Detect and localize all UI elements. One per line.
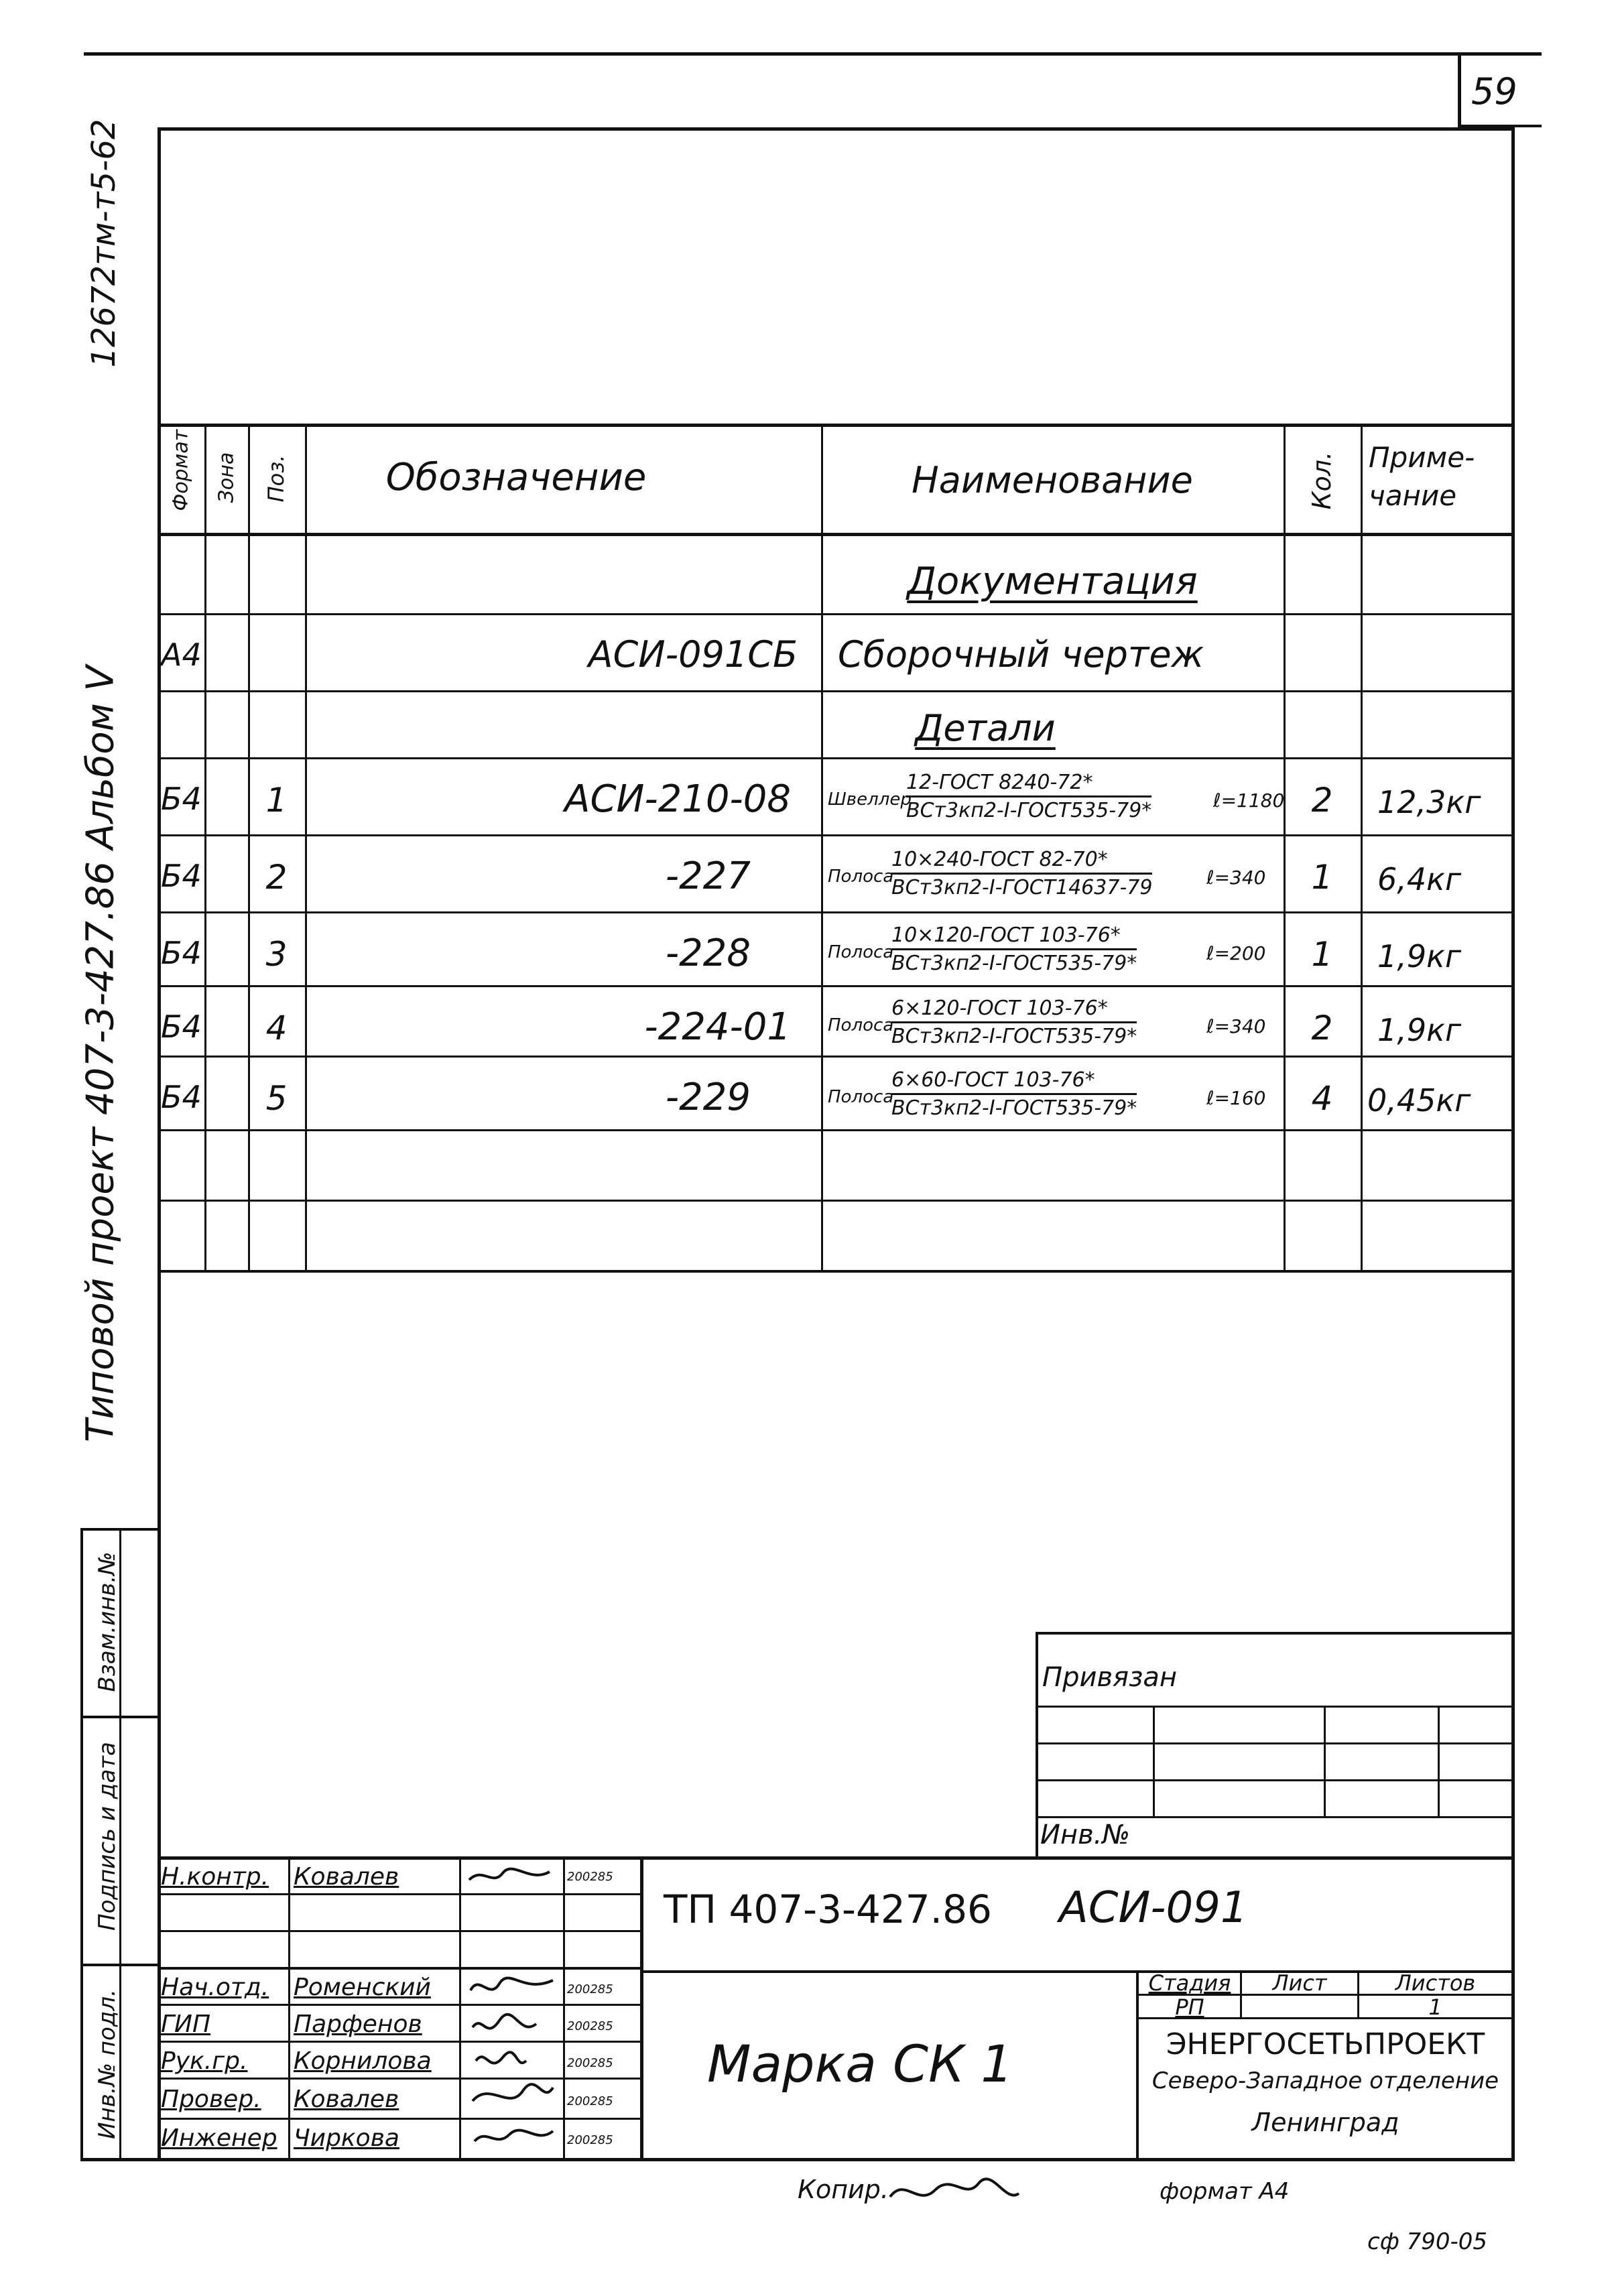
form-code: сф 790-05: [1367, 2228, 1487, 2255]
signer-name: Ковалев: [294, 1863, 399, 1891]
priv-line-3: [1036, 1779, 1513, 1781]
part-length: ℓ=160: [1206, 1087, 1266, 1109]
part-qty: 1: [1311, 858, 1333, 897]
spec-col-designation: [305, 424, 307, 1271]
part-pos: 2: [265, 858, 288, 897]
signer-date: 200285: [567, 2133, 613, 2147]
part-pos: 5: [265, 1079, 288, 1118]
part-spec-top: 6×120-ГОСТ 103-76*: [891, 997, 1137, 1023]
stage-label: Стадия: [1148, 1970, 1231, 1996]
priv-col-1: [1153, 1706, 1155, 1816]
side-label-podpis: Подпись и дата: [94, 1742, 121, 1931]
part-length: ℓ=1180: [1213, 789, 1285, 812]
side-strip-left: [80, 1528, 83, 2161]
spec-line-10: [158, 1270, 1515, 1273]
part-spec-top: 10×120-ГОСТ 103-76*: [891, 923, 1137, 950]
doc-code: ТП 407-3-427.86: [664, 1887, 992, 1932]
org-city: Ленинград: [1251, 2108, 1399, 2137]
part-name-prefix: Швеллер: [828, 789, 912, 810]
part-format: Б4: [161, 935, 202, 971]
spec-line-9: [158, 1200, 1515, 1202]
format-label: формат А4: [1160, 2178, 1290, 2205]
tb-right-divider: [1136, 1970, 1139, 2161]
spec-top-line: [158, 424, 1515, 427]
part-note: 12,3кг: [1377, 784, 1481, 820]
header-qty: Кол.: [1307, 451, 1336, 510]
corner-box-left: [1458, 52, 1461, 127]
side-label-vzam: Взам.инв.№: [94, 1551, 121, 1692]
sig-col-sign: [459, 1856, 461, 2161]
signer-name: Роменский: [294, 1974, 431, 2001]
spec-line-5: [158, 911, 1515, 913]
part-spec: [891, 848, 1152, 899]
spec-line-2: [158, 690, 1515, 692]
header-format: Формат: [169, 429, 193, 511]
part-note: 6,4кг: [1377, 861, 1462, 897]
part-spec-top: 6×60-ГОСТ 103-76*: [891, 1068, 1137, 1095]
privyazan-label: Привязан: [1042, 1662, 1178, 1693]
side-title: Типовой проект 407-3-427.86 Альбом V: [78, 665, 123, 1442]
part-format: Б4: [161, 1079, 202, 1115]
signer-role: Н.контр.: [161, 1863, 269, 1891]
part-format: Б4: [161, 858, 202, 894]
sheet-label: Лист: [1272, 1970, 1327, 1996]
spec-col-pos: [248, 424, 250, 1271]
spec-col-qty: [1284, 424, 1286, 1271]
archive-code: 12672тм-т5-62: [85, 119, 123, 368]
signer-date: 200285: [567, 1870, 613, 1884]
priv-top: [1036, 1632, 1513, 1635]
part-pos: 1: [265, 781, 288, 820]
part-note: 0,45кг: [1367, 1082, 1471, 1119]
part-qty: 4: [1311, 1079, 1333, 1118]
sig-row-6: [158, 2078, 641, 2080]
part-name-prefix: Полоса: [828, 1015, 894, 1035]
sig-col-name: [288, 1856, 290, 2161]
sig-row-4: [158, 2004, 641, 2006]
part-length: ℓ=340: [1206, 867, 1266, 889]
doc-designation: АСИ-091СБ: [588, 633, 798, 676]
part-spec-bottom: ВСт3кп2-I-ГОСТ535-79*: [891, 1025, 1137, 1048]
spec-line-6: [158, 985, 1515, 987]
signer-role: Рук.гр.: [161, 2047, 248, 2075]
signer-date: 200285: [567, 1982, 613, 1996]
copier-signature: [885, 2170, 1025, 2210]
part-format: Б4: [161, 781, 202, 817]
org-name: ЭНЕРГОСЕТЬПРОЕКТ: [1166, 2027, 1485, 2061]
spec-header-bottom: [158, 533, 1515, 536]
inv-label: Инв.№: [1040, 1820, 1130, 1850]
signer-role: Провер.: [161, 2086, 261, 2113]
section-parts: Детали: [915, 707, 1056, 749]
signer-date: 200285: [567, 2094, 613, 2108]
sig-row-5: [158, 2041, 641, 2043]
part-spec-bottom: ВСт3кп2-I-ГОСТ535-79*: [906, 799, 1152, 822]
spec-col-zone: [204, 424, 206, 1271]
part-length: ℓ=200: [1206, 942, 1266, 964]
sig-row-7: [158, 2118, 641, 2120]
part-designation: -229: [665, 1076, 751, 1119]
section-docs: Документация: [907, 560, 1198, 603]
spec-col-note: [1361, 424, 1363, 1271]
part-designation: АСИ-210-08: [564, 777, 791, 821]
sig-row-2: [158, 1930, 641, 1932]
part-name-prefix: Полоса: [828, 942, 894, 962]
drawing-title: Марка СК 1: [707, 2034, 1013, 2094]
part-format: Б4: [161, 1009, 202, 1045]
part-designation: -228: [665, 932, 751, 975]
side-label-inv-podl: Инв.№ подл.: [94, 1989, 121, 2139]
mark-code: АСИ-091: [1059, 1883, 1248, 1933]
sig-col-date: [563, 1856, 565, 2161]
spec-line-3: [158, 757, 1515, 759]
spec-col-name: [821, 424, 823, 1271]
signer-name: Чиркова: [294, 2124, 399, 2152]
part-spec: [906, 771, 1151, 822]
part-qty: 1: [1311, 935, 1333, 974]
priv-line-4: [1036, 1816, 1513, 1818]
part-qty: 2: [1311, 1009, 1333, 1047]
priv-line-1: [1036, 1706, 1513, 1708]
part-designation: -224-01: [644, 1005, 791, 1049]
sig-row-1: [158, 1893, 641, 1895]
part-designation: -227: [665, 854, 751, 898]
part-note: 1,9кг: [1377, 938, 1462, 974]
spec-line-4: [158, 834, 1515, 836]
sheets-value: 1: [1428, 1994, 1442, 2020]
sig-row-3: [158, 1967, 641, 1970]
part-pos: 4: [265, 1009, 288, 1047]
signer-role: Нач.отд.: [161, 1974, 269, 2001]
signer-name: Парфенов: [294, 2011, 422, 2038]
header-note: Приме- чание: [1369, 441, 1475, 512]
part-spec: [891, 923, 1137, 975]
copied-label: Копир.: [798, 2175, 889, 2204]
part-note: 1,9кг: [1377, 1012, 1462, 1048]
spec-line-7: [158, 1056, 1515, 1058]
signature-scribbles: [462, 1860, 562, 2158]
priv-line-2: [1036, 1742, 1513, 1744]
signer-role: ГИП: [161, 2011, 211, 2038]
part-spec-top: 12-ГОСТ 8240-72*: [906, 771, 1151, 798]
signer-name: Ковалев: [294, 2086, 399, 2113]
signer-name: Корнилова: [294, 2047, 432, 2075]
priv-col-2: [1324, 1706, 1326, 1816]
frame-top: [158, 127, 1515, 131]
part-qty: 2: [1311, 781, 1333, 820]
priv-col-3: [1438, 1706, 1440, 1816]
stage-value: РП: [1175, 1994, 1204, 2020]
signer-date: 200285: [567, 2019, 613, 2033]
signer-role: Инженер: [161, 2124, 277, 2152]
sheet-number-corner: 59: [1471, 70, 1517, 113]
part-spec: [891, 997, 1137, 1048]
spec-line-8: [158, 1129, 1515, 1131]
doc-name: Сборочный чертеж: [838, 633, 1204, 676]
tb-top: [158, 1856, 1515, 1860]
spec-line-1: [158, 613, 1515, 615]
part-spec: [891, 1068, 1137, 1120]
top-border-line: [84, 52, 1542, 56]
part-name-prefix: Полоса: [828, 1087, 894, 1107]
part-spec-bottom: ВСт3кп2-I-ГОСТ535-79*: [891, 1096, 1137, 1120]
part-spec-top: 10×240-ГОСТ 82-70*: [891, 848, 1152, 875]
header-designation: Обозначение: [385, 456, 647, 499]
signer-date: 200285: [567, 2056, 613, 2070]
priv-left: [1036, 1632, 1038, 1860]
sheets-label: Листов: [1395, 1970, 1476, 1996]
part-spec-bottom: ВСт3кп2-I-ГОСТ535-79*: [891, 952, 1137, 975]
tb-sig-divider: [640, 1856, 643, 2161]
part-spec-bottom: ВСт3кп2-I-ГОСТ14637-79: [891, 876, 1153, 899]
doc-format: А4: [161, 637, 202, 673]
part-pos: 3: [265, 935, 288, 974]
part-length: ℓ=340: [1206, 1015, 1266, 1037]
part-name-prefix: Полоса: [828, 867, 894, 887]
frame-bottom: [80, 2158, 1515, 2161]
org-branch: Северо-Западное отделение: [1151, 2067, 1499, 2094]
header-name: Наименование: [912, 459, 1193, 501]
header-pos: Поз.: [263, 454, 289, 503]
header-zone: Зона: [214, 452, 239, 503]
